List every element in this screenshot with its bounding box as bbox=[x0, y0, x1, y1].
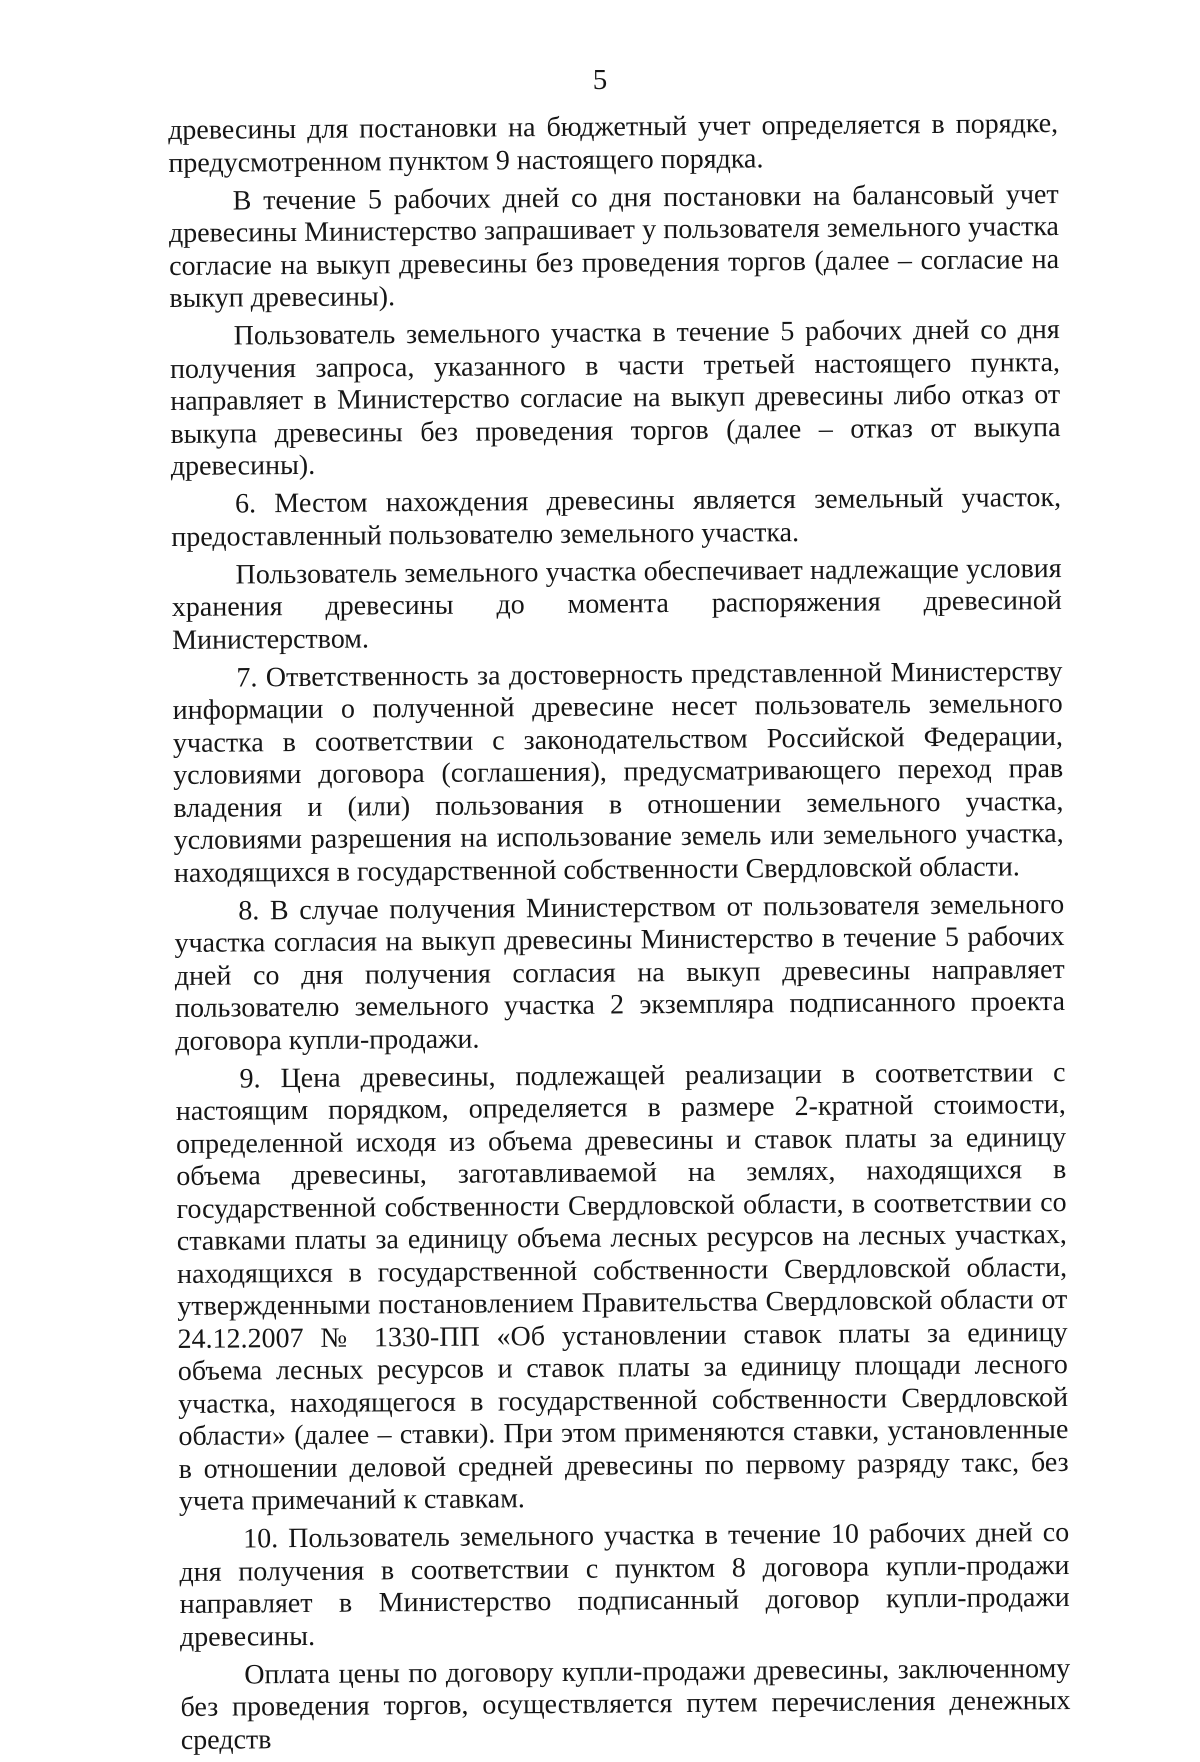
paragraph-continuation: древесины для постановки на бюджетный учет определяется в порядке, предусмотренном пунктом 9 настоящего порядка. bbox=[168, 108, 1059, 179]
paragraph-item-8: 8. В случае получения Министерством от пользователя земельного участка согласия на выкуп древесины Министерство в течение 5 рабочих дней со дня получения согласия на выкуп древесины направляет пользователю земельного участка 2 экземпляра подписанного проекта договора купли-продажи. bbox=[174, 888, 1066, 1057]
paragraph-payment: Оплата цены по договору купли-продажи древесины, заключенному без проведения торгов, осуществляется путем перечисления денежных средств bbox=[180, 1652, 1071, 1756]
document-body bbox=[168, 108, 1071, 1762]
paragraph-storage: Пользователь земельного участка обеспечивает надлежащие условия хранения древесины до момента распоряжения древесиной Министерством. bbox=[171, 552, 1062, 656]
paragraph-user-response: Пользователь земельного участка в течение 5 рабочих дней со дня получения запроса, указанного в части третьей настоящего пункта, направляет в Министерство согласие на выкуп древесины либо отказ от выкупа древесины без проведения торгов (далее – отказ от выкупа древесины). bbox=[169, 314, 1061, 482]
paragraph-consent-request: В течение 5 рабочих дней со дня постановки на балансовый учет древесины Министерство запрашивает у пользователя земельного участка согласие на выкуп древесины без проведения торгов (далее – согласие на выкуп древесины). bbox=[168, 178, 1060, 314]
paragraph-item-6: 6. Местом нахождения древесины является земельный участок, предоставленный пользователю земельного участка. bbox=[171, 481, 1062, 553]
page-number: 5 bbox=[592, 64, 608, 96]
paragraph-item-7: 7. Ответственность за достоверность представленной Министерству информации о полученной древесине несет пользователь земельного участка в соответствии с законодательством Российской Федерации, условиями договора (соглашения), предусматривающего переход прав владения и (или) пользования в отношении земельного участка, условиями разрешения на использование земель или земельного участка, находящихся в государственной собственности Свердловской области. bbox=[172, 655, 1064, 889]
paragraph-item-10: 10. Пользователь земельного участка в течение 10 рабочих дней со дня получения в соответствии с пунктом 8 договора купли-продажи направляет в Министерство подписанный договор купли-продажи древесины. bbox=[179, 1516, 1070, 1653]
paragraph-item-9: 9. Цена древесины, подлежащей реализации в соответствии с настоящим порядком, определяется в размере 2-кратной стоимости, определенной исходя из объема древесины и ставок платы за единицу объема древесины, заготавливаемой на землях, находящихся в государственной собственности Свердловской области, в соответствии со ставками платы за единицу объема лесных ресурсов на лесных участках, находящихся в государственной собственности Свердловской области, утвержденными постановлением Правительства Свердловской области от 24.12.2007 № 1330-ПП «Об установлении ставок платы за единицу объема лесных ресурсов и ставок платы за единицу площади лесного участка, находящегося в государственной собственности Свердловской области» (далее – ставки). При этом применяются ставки, установленные в отношении деловой средней древесины по первому разряду такс, без учета примечаний к ставкам. bbox=[175, 1056, 1069, 1517]
